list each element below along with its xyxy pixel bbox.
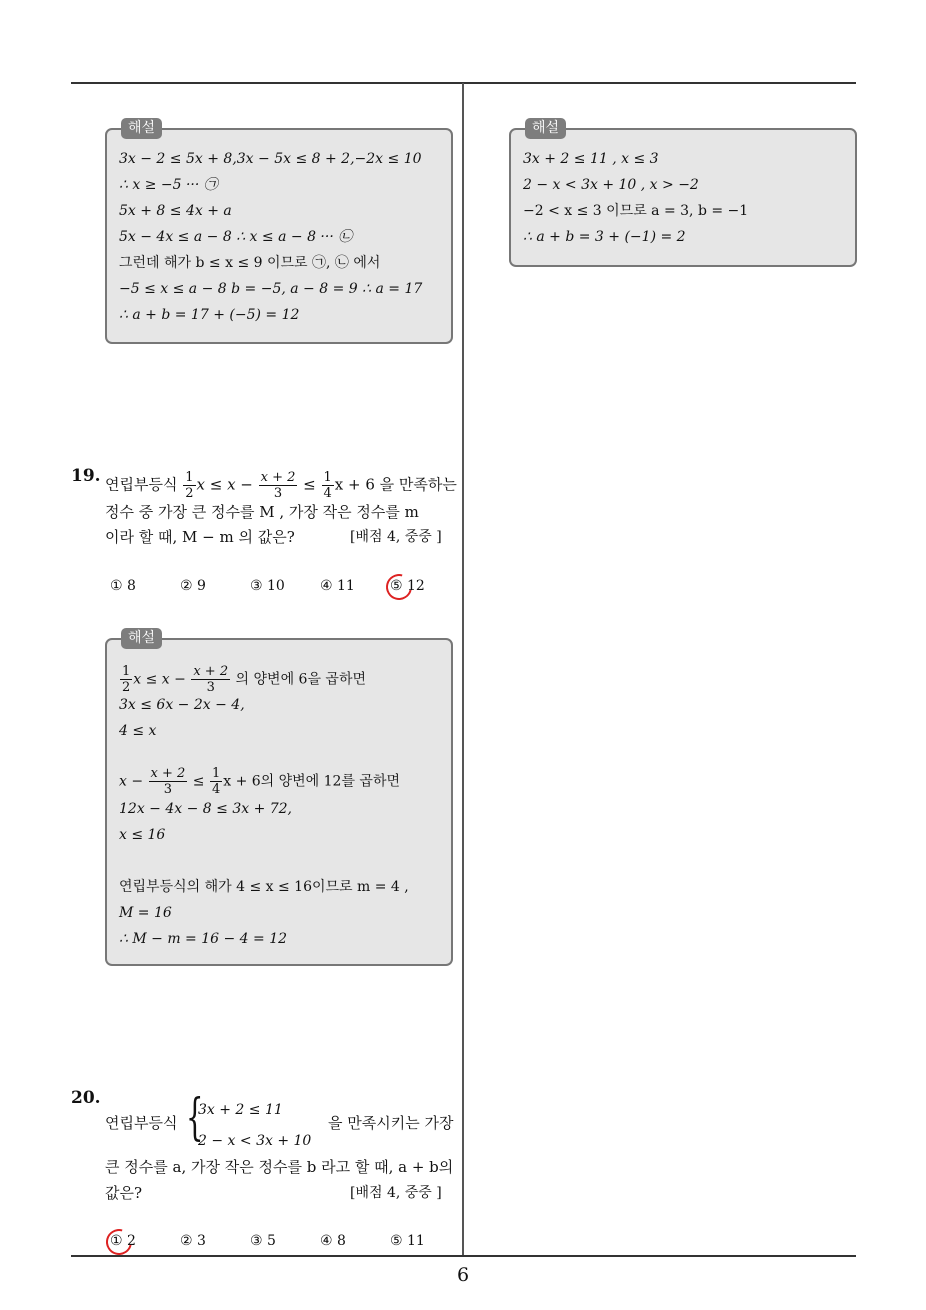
page-number: 6 xyxy=(456,1264,470,1286)
left-brace: { xyxy=(186,1088,204,1146)
solution-line: ∴ a + b = 17 + (−5) = 12 xyxy=(119,307,300,323)
question-20-line-2: 큰 정수를 a, 가장 작은 정수를 b 라고 할 때, a + b의 xyxy=(105,1158,454,1176)
solution-line: ∴ M − m = 16 − 4 = 12 xyxy=(119,931,288,947)
fraction: $\frac{1}{4}$ xyxy=(211,766,221,797)
solution-box-1 xyxy=(105,120,453,344)
question-20-score: [배점 4, 중중 ] xyxy=(350,1185,442,1201)
question-19-line-3: 이라 할 때, M − m 의 값은? xyxy=(105,528,295,546)
choice-19-1[interactable]: ① 8 xyxy=(110,578,136,594)
choice-20-2[interactable]: ② 3 xyxy=(180,1233,206,1249)
question-19-line-1: 연립부등식 $\frac{1}{2}$ x ≤ x − $\frac{x + 2}{3}$ ≤ $\frac{1}{4}$ x + 6 을 만족하는 xyxy=(105,470,457,501)
solution-line: 3x ≤ 6x − 2x − 4, xyxy=(119,697,245,713)
choice-20-5[interactable]: ⑤ 11 xyxy=(390,1233,425,1249)
solution-line: 3x − 2 ≤ 5x + 8,3x − 5x ≤ 8 + 2,−2x ≤ 10 xyxy=(119,151,422,167)
solution-tag: 해설 xyxy=(525,118,566,139)
solution-tag: 해설 xyxy=(121,118,162,139)
question-19-line-2: 정수 중 가장 큰 정수를 M , 가장 작은 정수를 m xyxy=(105,503,419,521)
fraction: $\frac{1}{4}$ xyxy=(323,470,332,501)
question-number-19: 19. xyxy=(71,466,101,486)
solution-line: x − $\frac{x + 2}{3}$ ≤ $\frac{1}{4}$ x + 6의 양변에 12를 곱하면 xyxy=(119,766,401,797)
solution-line: 4 ≤ x xyxy=(119,723,157,739)
solution-line: −5 ≤ x ≤ a − 8 b = −5, a − 8 = 9 ∴ a = 17 xyxy=(119,281,423,297)
question-20-label: 연립부등식 xyxy=(105,1114,178,1132)
solution-box-19 xyxy=(105,630,453,966)
question-number-20: 20. xyxy=(71,1088,101,1108)
system-equation-2: 2 − x < 3x + 10 xyxy=(198,1133,312,1149)
question-19-score: [배점 4, 중중 ] xyxy=(350,529,442,545)
solution-line: $\frac{1}{2}$ x ≤ x − $\frac{x + 2}{3}$ 의 양변에 6을 곱하면 xyxy=(122,664,367,695)
choice-20-4[interactable]: ④ 8 xyxy=(320,1233,346,1249)
bottom-rule xyxy=(71,1255,856,1257)
solution-box-right xyxy=(509,120,857,267)
solution-tag: 해설 xyxy=(121,628,162,649)
fraction: $\frac{1}{2}$ xyxy=(122,664,131,695)
choice-20-3[interactable]: ③ 5 xyxy=(250,1233,276,1249)
question-20-line-3: 값은? xyxy=(105,1184,143,1202)
solution-line: M = 16 xyxy=(119,905,172,921)
system-equation-1: 3x + 2 ≤ 11 xyxy=(198,1102,283,1118)
solution-line: −2 < x ≤ 3 이므로 a = 3, b = −1 xyxy=(523,203,749,219)
fraction: $\frac{x + 2}{3}$ xyxy=(150,766,186,797)
fraction: $\frac{1}{2}$ xyxy=(185,470,194,501)
column-divider xyxy=(462,83,464,1256)
choice-19-5[interactable]: ⑤ 12 xyxy=(390,578,425,594)
solution-line: ∴ x ≥ −5 ··· ㉠ xyxy=(119,177,218,193)
solution-line: 5x − 4x ≤ a − 8 ∴ x ≤ a − 8 ··· ㉡ xyxy=(119,229,353,245)
question-20-after-system: 을 만족시키는 가장 xyxy=(328,1114,454,1132)
fraction: $\frac{x + 2}{3}$ xyxy=(193,664,229,695)
answer-mark-circle xyxy=(381,569,417,605)
choice-19-2[interactable]: ② 9 xyxy=(180,578,206,594)
solution-line: 연립부등식의 해가 4 ≤ x ≤ 16이므로 m = 4 , xyxy=(119,879,409,895)
choice-19-3[interactable]: ③ 10 xyxy=(250,578,285,594)
solution-line: 5x + 8 ≤ 4x + a xyxy=(119,203,232,219)
solution-line: 그런데 해가 b ≤ x ≤ 9 이므로 ㉠, ㉡ 에서 xyxy=(119,255,381,271)
solution-line: 12x − 4x − 8 ≤ 3x + 72, xyxy=(119,801,293,817)
choice-20-1[interactable]: ① 2 xyxy=(110,1233,136,1249)
fraction: $\frac{x + 2}{3}$ xyxy=(260,470,296,501)
solution-line: x ≤ 16 xyxy=(119,827,166,843)
solution-line: 2 − x < 3x + 10 , x > −2 xyxy=(523,177,699,193)
solution-line: ∴ a + b = 3 + (−1) = 2 xyxy=(523,229,686,245)
solution-line: 3x + 2 ≤ 11 , x ≤ 3 xyxy=(523,151,659,167)
choice-19-4[interactable]: ④ 11 xyxy=(320,578,355,594)
